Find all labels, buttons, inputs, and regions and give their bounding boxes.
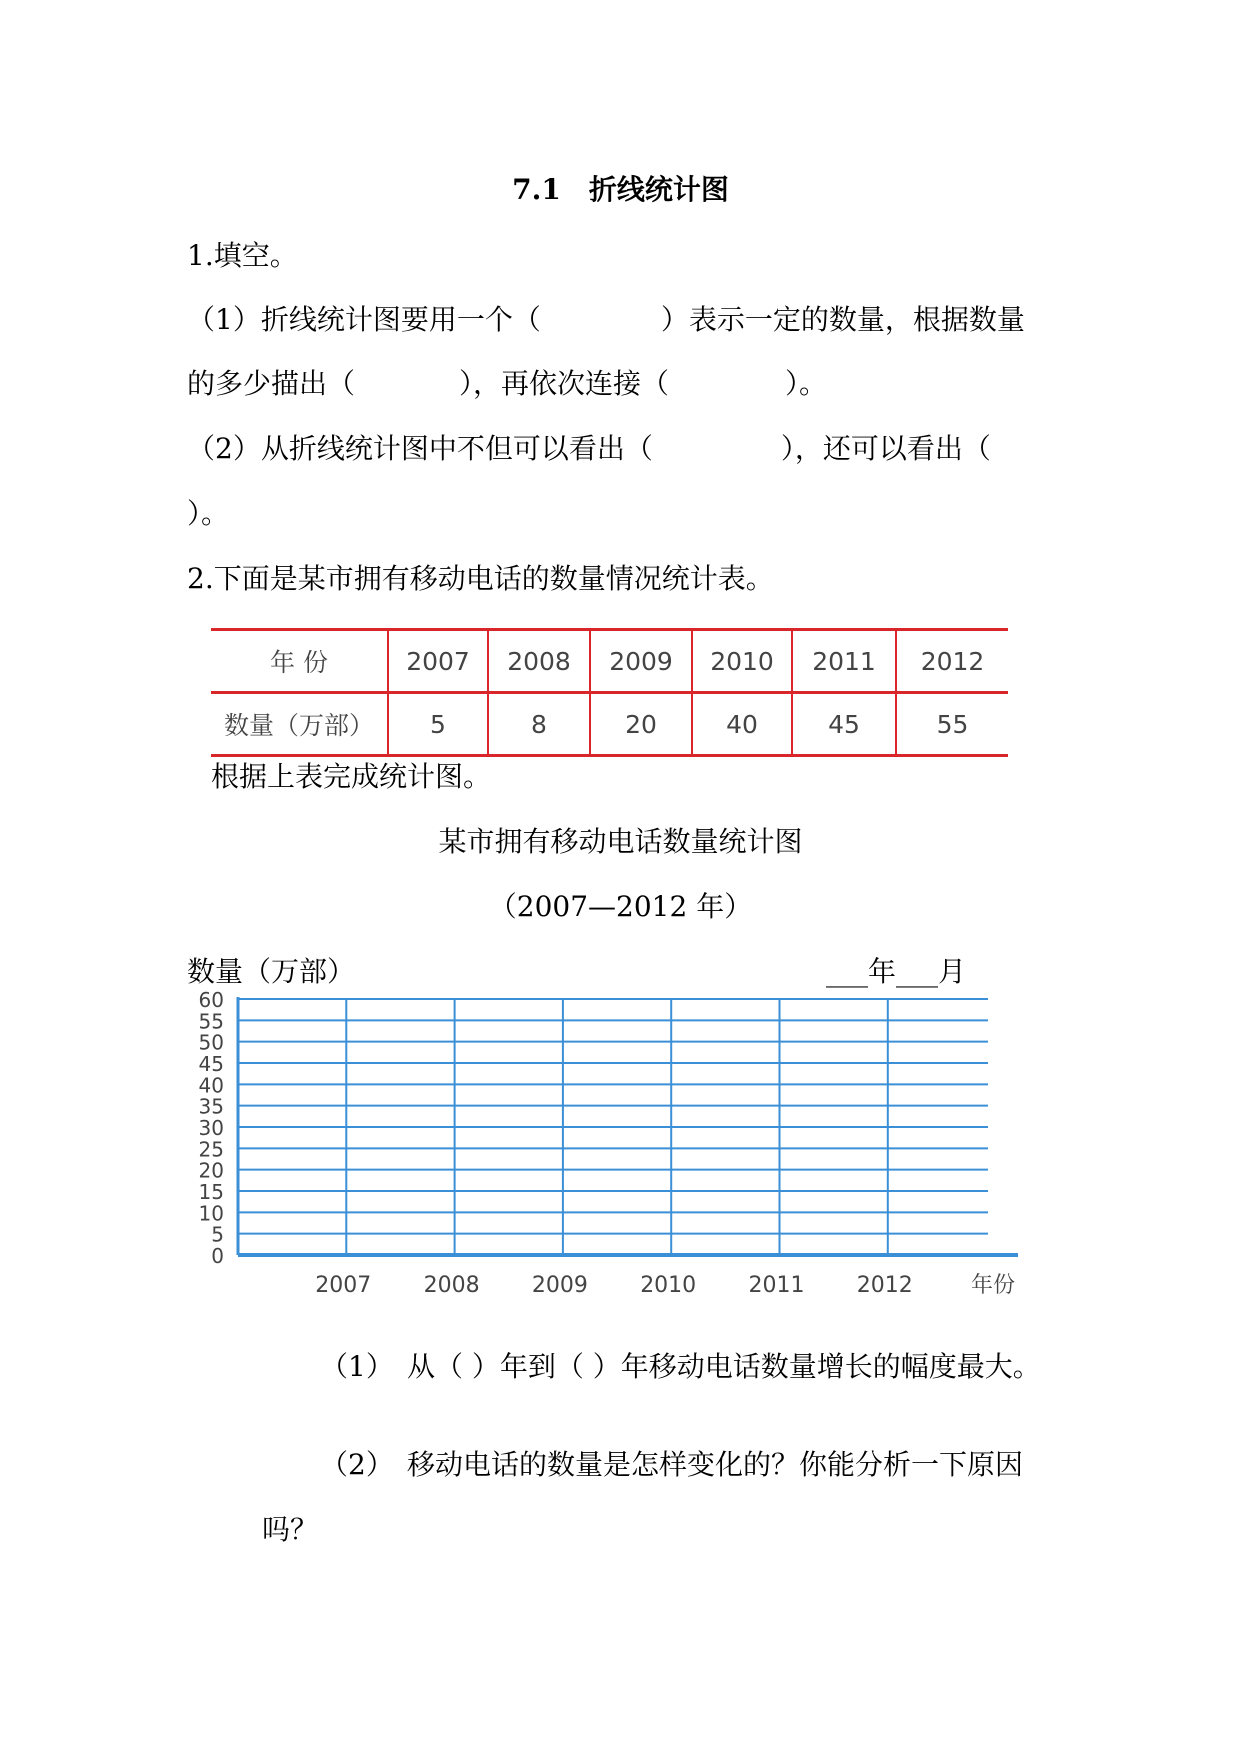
- q2-instruction: 根据上表完成统计图。: [211, 760, 492, 793]
- q1-part2-line2: ）。: [187, 497, 230, 530]
- q1-part1-text-a: （1）折线统计图要用一个（: [187, 303, 541, 336]
- date-line: ___年___月: [826, 955, 967, 988]
- y-tick-label: 15: [198, 1180, 224, 1204]
- table-cell: 2012: [896, 630, 1008, 693]
- x-tick-label: 2011: [748, 1273, 805, 1298]
- x-tick-label: 2012: [856, 1273, 913, 1298]
- y-tick-label: 0: [211, 1244, 224, 1268]
- y-unit-label: 数量（万部）: [187, 955, 356, 988]
- y-tick-label: 5: [211, 1222, 224, 1247]
- q1-part2-text-b: ），还可以看出（: [780, 432, 991, 465]
- x-axis-label: 年份: [970, 1273, 1016, 1298]
- y-tick-label: 45: [198, 1052, 224, 1076]
- table-cell: 40: [692, 693, 792, 756]
- q2-sub2-cont: 吗？: [262, 1513, 319, 1546]
- y-tick-label: 55: [198, 1009, 224, 1034]
- table-cell: 2010: [692, 630, 792, 693]
- q2-sub1-num: （1）: [320, 1350, 394, 1383]
- page-title: 7.1 折线统计图: [512, 173, 729, 206]
- table-cell: 2011: [792, 630, 896, 693]
- q1-part1-text-d: ），再依次连接（: [459, 367, 670, 400]
- table-cell: 2007: [388, 630, 488, 693]
- table-header-count: 数量（万部）: [211, 693, 388, 756]
- table-cell: 55: [896, 693, 1008, 756]
- q1-heading: 1.填空。: [187, 239, 298, 272]
- table-cell: 8: [488, 693, 590, 756]
- table-cell: 45: [792, 693, 896, 756]
- y-tick-label: 10: [198, 1201, 224, 1226]
- q2-heading: 2.下面是某市拥有移动电话的数量情况统计表。: [187, 562, 774, 595]
- table-cell: 20: [590, 693, 692, 756]
- y-tick-label: 30: [198, 1116, 224, 1140]
- x-tick-label: 2010: [640, 1273, 697, 1298]
- table-cell: 2009: [590, 630, 692, 693]
- x-tick-label: 2009: [531, 1273, 588, 1298]
- q2-sub2-text: 移动电话的数量是怎样变化的？你能分析一下原因: [407, 1448, 1024, 1481]
- y-tick-label: 35: [198, 1094, 224, 1119]
- q1-part1-text-e: ）。: [785, 367, 828, 400]
- chart-title: 某市拥有移动电话数量统计图: [438, 825, 803, 858]
- q2-sub2-num: （2）: [320, 1448, 394, 1481]
- q1-part2-text-a: （2）从折线统计图中不但可以看出（: [187, 432, 653, 465]
- q1-part1-text-c: 的多少描出（: [187, 367, 356, 400]
- y-tick-label: 50: [198, 1030, 224, 1055]
- q2-sub1-text: 从（ ）年到（ ）年移动电话数量增长的幅度最大。: [407, 1350, 1041, 1383]
- y-tick-label: 20: [198, 1158, 224, 1183]
- table-header-year: 年 份: [211, 630, 388, 693]
- chart-subtitle: （2007—2012 年）: [488, 890, 753, 923]
- x-tick-label: 2007: [315, 1273, 372, 1298]
- y-tick-label: 60: [198, 988, 224, 1012]
- q1-part1-text-b: ）表示一定的数量，根据数量: [660, 303, 1025, 336]
- y-tick-label: 40: [198, 1073, 224, 1098]
- table-cell: 2008: [488, 630, 590, 693]
- table-cell: 5: [388, 693, 488, 756]
- x-tick-label: 2008: [423, 1273, 480, 1298]
- y-tick-label: 25: [198, 1137, 224, 1162]
